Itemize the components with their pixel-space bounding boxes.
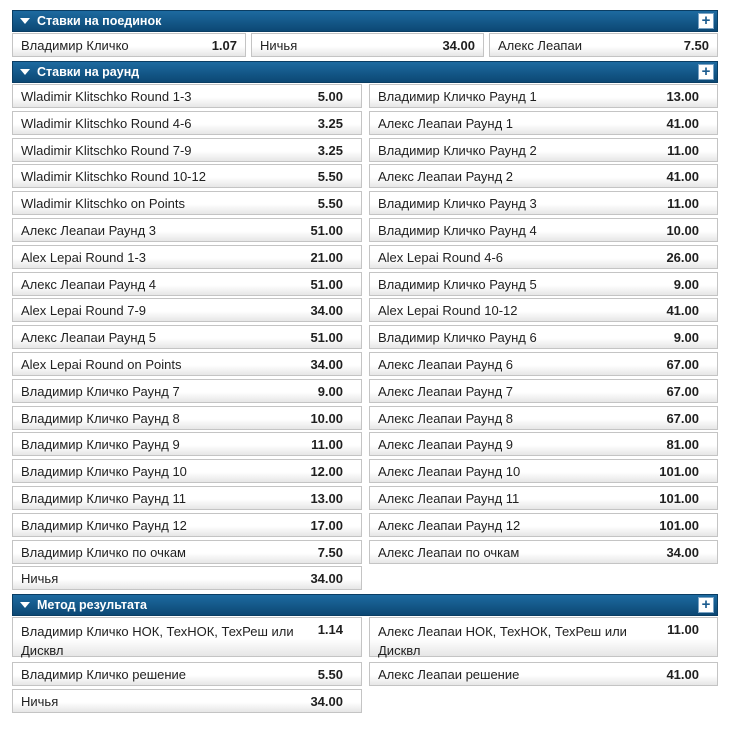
- bet-name: Владимир Кличко Раунд 5: [378, 277, 537, 292]
- bet-name: Alex Lepai Round 1-3: [21, 250, 147, 265]
- bet-name: Ничья: [260, 38, 298, 53]
- bet-odds: 13.00: [310, 491, 343, 506]
- bet-odds: 13.00: [666, 89, 699, 104]
- bet-odds: 101.00: [659, 491, 699, 506]
- bet-name: Владимир Кличко Раунд 9: [21, 437, 180, 452]
- bet-name: Алекс Леапаи: [498, 38, 582, 53]
- bet-cell[interactable]: [369, 662, 718, 686]
- round-bets-header[interactable]: [12, 61, 718, 83]
- bet-odds: 11.00: [667, 143, 699, 158]
- collapse-triangle-icon: [20, 602, 30, 608]
- bet-cell[interactable]: [369, 84, 718, 108]
- bet-odds: 41.00: [666, 116, 699, 131]
- bet-odds: 101.00: [659, 464, 699, 479]
- bet-odds: 101.00: [659, 518, 699, 533]
- bet-name: Ничья: [21, 694, 59, 709]
- expand-plus-icon[interactable]: +: [698, 13, 714, 29]
- bet-name: Владимир Кличко: [21, 38, 129, 53]
- bet-odds: 5.50: [317, 196, 343, 211]
- bet-cell[interactable]: [12, 325, 362, 349]
- bet-odds: 26.00: [666, 250, 699, 265]
- bet-odds: 21.00: [310, 250, 343, 265]
- bet-cell[interactable]: [369, 459, 718, 483]
- bet-cell[interactable]: [369, 406, 718, 430]
- bet-odds: 5.50: [317, 667, 343, 682]
- bet-name: Алекс Леапаи по очкам: [378, 545, 520, 560]
- bet-cell[interactable]: [369, 617, 718, 657]
- bet-cell[interactable]: [369, 164, 718, 188]
- bet-name: Алекс Леапаи Раунд 5: [21, 330, 156, 345]
- bet-name: Алекс Леапаи Раунд 7: [378, 384, 513, 399]
- bet-cell[interactable]: [12, 111, 362, 135]
- bet-odds: 34.00: [310, 303, 343, 318]
- bet-cell[interactable]: [369, 325, 718, 349]
- bet-odds: 11.00: [667, 196, 699, 211]
- bet-odds: 3.25: [317, 143, 343, 158]
- bet-name: Alex Lepai Round 7-9: [21, 303, 147, 318]
- round-bets-section: [12, 61, 718, 83]
- method-bets-header[interactable]: [12, 594, 718, 616]
- bet-cell[interactable]: [369, 298, 718, 322]
- bet-name: Wladimir Klitschko Round 1-3: [21, 89, 192, 104]
- bet-cell[interactable]: [12, 486, 362, 510]
- bet-cell[interactable]: [12, 352, 362, 376]
- bet-name: Алекс Леапаи НОК, ТехНОК, ТехРеш или Дисквл: [378, 624, 627, 658]
- bet-name: Алекс Леапаи Раунд 2: [378, 169, 513, 184]
- bet-odds: 7.50: [683, 38, 709, 53]
- fight-bets-header[interactable]: [12, 10, 718, 32]
- bet-cell[interactable]: [12, 272, 362, 296]
- bet-cell[interactable]: [12, 138, 362, 162]
- bet-odds: 5.50: [317, 169, 343, 184]
- bet-cell[interactable]: [12, 617, 362, 657]
- bet-cell[interactable]: [369, 432, 718, 456]
- bet-name: Алекс Леапаи Раунд 1: [378, 116, 513, 131]
- bet-cell[interactable]: [12, 566, 362, 590]
- bet-odds: 9.00: [673, 277, 699, 292]
- bet-name: Ничья: [21, 571, 59, 586]
- bet-cell[interactable]: [369, 138, 718, 162]
- bet-cell[interactable]: [369, 218, 718, 242]
- bet-odds: 9.00: [317, 384, 343, 399]
- section-title: Метод результата: [37, 598, 147, 612]
- bet-odds: 34.00: [442, 38, 475, 53]
- bet-cell[interactable]: [12, 513, 362, 537]
- bet-odds: 5.00: [317, 89, 343, 104]
- bet-name: Алекс Леапаи Раунд 12: [378, 518, 521, 533]
- bet-cell[interactable]: [251, 33, 484, 57]
- bet-cell[interactable]: [12, 245, 362, 269]
- bet-cell[interactable]: [12, 540, 362, 564]
- bet-odds: 10.00: [310, 411, 343, 426]
- bet-name: Алекс Леапаи Раунд 4: [21, 277, 156, 292]
- bet-odds: 81.00: [666, 437, 699, 452]
- expand-plus-icon[interactable]: +: [698, 597, 714, 613]
- bet-cell[interactable]: [12, 298, 362, 322]
- bet-odds: 1.14: [317, 622, 343, 637]
- bet-odds: 67.00: [666, 411, 699, 426]
- bet-cell[interactable]: [12, 84, 362, 108]
- bet-odds: 17.00: [310, 518, 343, 533]
- bet-odds: 3.25: [317, 116, 343, 131]
- bet-name: Alex Lepai Round 10-12: [378, 303, 518, 318]
- bet-name: Alex Lepai Round on Points: [21, 357, 182, 372]
- bet-name: Владимир Кличко Раунд 4: [378, 223, 537, 238]
- bet-odds: 9.00: [673, 330, 699, 345]
- bet-cell[interactable]: [369, 486, 718, 510]
- collapse-triangle-icon: [20, 18, 30, 24]
- bet-name: Владимир Кличко Раунд 12: [21, 518, 187, 533]
- bet-odds: 34.00: [310, 571, 343, 586]
- bet-cell[interactable]: [12, 33, 246, 57]
- bet-cell[interactable]: [12, 406, 362, 430]
- bet-cell[interactable]: [12, 459, 362, 483]
- bet-odds: 41.00: [666, 303, 699, 318]
- bet-cell[interactable]: [12, 191, 362, 215]
- bet-odds: 51.00: [310, 223, 343, 238]
- bet-odds: 7.50: [317, 545, 343, 560]
- bet-name: Alex Lepai Round 4-6: [378, 250, 504, 265]
- method-bets-section: [12, 594, 718, 616]
- bet-odds: 41.00: [666, 169, 699, 184]
- bet-name: Алекс Леапаи Раунд 6: [378, 357, 513, 372]
- bet-name: Владимир Кличко Раунд 11: [21, 491, 186, 506]
- bet-odds: 67.00: [666, 384, 699, 399]
- bet-odds: 34.00: [666, 545, 699, 560]
- bet-cell[interactable]: [369, 379, 718, 403]
- bet-name: Wladimir Klitschko on Points: [21, 196, 185, 211]
- bet-cell[interactable]: [12, 218, 362, 242]
- bet-cell[interactable]: [369, 111, 718, 135]
- bet-cell[interactable]: [369, 245, 718, 269]
- bet-name: Владимир Кличко Раунд 8: [21, 411, 180, 426]
- bet-cell[interactable]: [369, 540, 718, 564]
- bet-cell[interactable]: [12, 379, 362, 403]
- bet-cell[interactable]: [369, 513, 718, 537]
- bet-odds: 67.00: [666, 357, 699, 372]
- bet-cell[interactable]: [369, 191, 718, 215]
- bet-odds: 51.00: [310, 277, 343, 292]
- bet-odds: 12.00: [310, 464, 343, 479]
- bet-name: Владимир Кличко Раунд 7: [21, 384, 180, 399]
- bet-name: Владимир Кличко Раунд 3: [378, 196, 537, 211]
- bet-name: Алекс Леапаи Раунд 3: [21, 223, 156, 238]
- bet-cell[interactable]: [489, 33, 718, 57]
- bet-odds: 51.00: [310, 330, 343, 345]
- bet-cell[interactable]: [12, 164, 362, 188]
- bet-name: Владимир Кличко по очкам: [21, 545, 186, 560]
- bet-name: Wladimir Klitschko Round 4-6: [21, 116, 192, 131]
- bet-name: Алекс Леапаи Раунд 10: [378, 464, 521, 479]
- bet-cell[interactable]: [12, 662, 362, 686]
- bet-name: Алекс Леапаи Раунд 8: [378, 411, 513, 426]
- bet-name: Владимир Кличко НОК, ТехНОК, ТехРеш или Дисквл: [21, 624, 294, 658]
- bet-cell[interactable]: [12, 432, 362, 456]
- bet-name: Владимир Кличко Раунд 2: [378, 143, 537, 158]
- bet-odds: 10.00: [666, 223, 699, 238]
- expand-plus-icon[interactable]: +: [698, 64, 714, 80]
- bet-name: Алекс Леапаи Раунд 9: [378, 437, 513, 452]
- section-title: Ставки на поединок: [37, 14, 162, 28]
- bet-name: Владимир Кличко Раунд 6: [378, 330, 537, 345]
- bet-name: Алекс Леапаи решение: [378, 667, 520, 682]
- bet-name: Wladimir Klitschko Round 10-12: [21, 169, 206, 184]
- bet-odds: 11.00: [667, 622, 699, 637]
- bet-name: Алекс Леапаи Раунд 11: [378, 491, 520, 506]
- bet-cell[interactable]: [369, 272, 718, 296]
- bet-name: Владимир Кличко Раунд 1: [378, 89, 537, 104]
- bet-name: Владимир Кличко Раунд 10: [21, 464, 187, 479]
- bet-odds: 41.00: [666, 667, 699, 682]
- bet-odds: 11.00: [311, 437, 343, 452]
- bet-odds: 34.00: [310, 694, 343, 709]
- fight-bets-section: [12, 10, 718, 32]
- bet-cell[interactable]: [369, 352, 718, 376]
- bet-odds: 1.07: [211, 38, 237, 53]
- section-title: Ставки на раунд: [37, 65, 140, 79]
- bet-name: Владимир Кличко решение: [21, 667, 187, 682]
- collapse-triangle-icon: [20, 69, 30, 75]
- bet-name: Wladimir Klitschko Round 7-9: [21, 143, 192, 158]
- bet-cell[interactable]: [12, 689, 362, 713]
- bet-odds: 34.00: [310, 357, 343, 372]
